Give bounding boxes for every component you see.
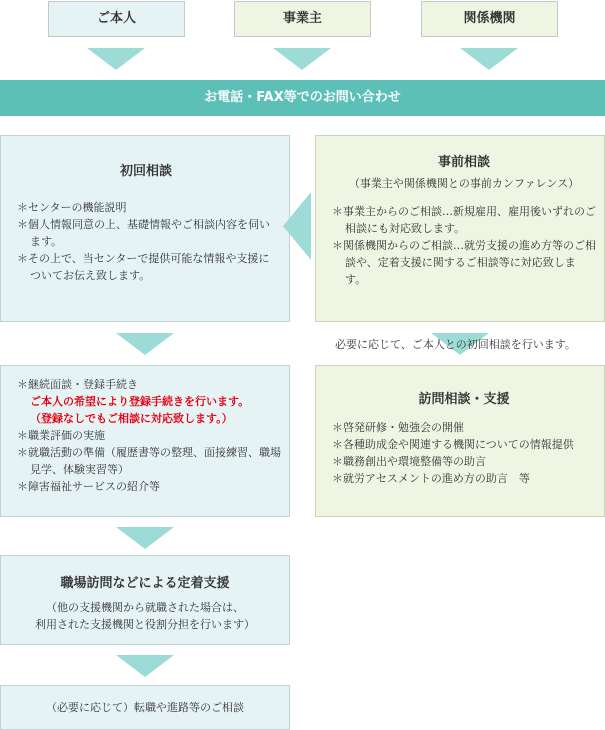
prior-consultation-subtitle: （事業主や関係機関との事前カンファレンス） bbox=[348, 177, 580, 190]
prior-consultation-title: 事前相談 bbox=[437, 155, 490, 170]
retention-support-title: 職場訪問などによる定着支援 bbox=[60, 576, 230, 591]
list-item: ＊就職活動の準備（履歴書等の整理、面接練習、職場見学、体験実習等） bbox=[17, 446, 281, 476]
source-self bbox=[48, 1, 185, 37]
prior-consultation-box bbox=[315, 135, 605, 322]
source-agency bbox=[421, 1, 558, 37]
contact-banner-text: お電話・FAX等でのお問い合わせ bbox=[204, 90, 401, 105]
source-self-label: ご本人 bbox=[96, 11, 136, 26]
visit-support-list bbox=[332, 419, 596, 487]
source-employer-label: 事業主 bbox=[282, 11, 322, 26]
list-item: ＊職業評価の実施 bbox=[17, 429, 105, 442]
list-item: ＊センターの機能説明 bbox=[17, 201, 127, 214]
visit-support-title: 訪問相談・支援 bbox=[418, 392, 510, 407]
list-item: ＊関係機関からのご相談…就労支援の進め方等のご相談や、定着支援に関するご相談等に対応致します。 bbox=[332, 239, 596, 286]
source-agency-label: 関係機関 bbox=[463, 11, 516, 26]
prior-consultation-list bbox=[332, 203, 596, 288]
list-item: ＊その上で、当センターで提供可能な情報や支援についてお伝え致します。 bbox=[17, 252, 270, 282]
arrow-left-icon bbox=[283, 192, 311, 260]
initial-consultation-box bbox=[0, 135, 290, 322]
final-consultation-text: （必要に応じて）転職や進路等のご相談 bbox=[46, 701, 244, 714]
arrow-down-icon bbox=[116, 333, 174, 355]
initial-consultation-title: 初回相談 bbox=[119, 164, 172, 179]
list-item: ＊個人情報同意の上、基礎情報やご相談内容を伺います。 bbox=[17, 218, 270, 248]
continuation-box bbox=[0, 365, 290, 517]
contact-banner bbox=[0, 80, 605, 116]
retention-support-line2: 利用された支援機関と役割分担を行います） bbox=[35, 618, 255, 631]
continuation-list bbox=[17, 376, 281, 393]
arrow-down-icon bbox=[116, 527, 174, 549]
retention-support-box bbox=[0, 555, 290, 645]
registration-note: ご本人の希望により登録手続きを行います。 bbox=[30, 395, 250, 408]
initial-consultation-note: 必要に応じて、ご本人との初回相談を行います。 bbox=[335, 338, 576, 351]
arrow-down-icon bbox=[460, 48, 518, 70]
arrow-down-icon bbox=[87, 48, 145, 70]
continuation-list-more bbox=[17, 427, 281, 495]
arrow-down-icon bbox=[273, 48, 331, 70]
list-item: ＊啓発研修・勉強会の開催 bbox=[332, 421, 464, 434]
registration-optional-note: （登録なしでもご相談に対応致します。） bbox=[30, 412, 233, 425]
final-consultation-box bbox=[0, 685, 290, 730]
initial-consultation-list bbox=[17, 199, 275, 284]
list-item: ＊職務創出や環境整備等の助言 bbox=[332, 455, 486, 468]
list-item: ＊事業主からのご相談…新規雇用、雇用後いずれのご相談にも対応致します。 bbox=[332, 205, 596, 235]
visit-support-box bbox=[315, 365, 605, 517]
list-item: ＊就労アセスメントの進め方の助言 等 bbox=[332, 472, 530, 485]
list-item: ＊障害福祉サービスの紹介等 bbox=[17, 480, 160, 493]
list-item: ＊各種助成金や関連する機関についての情報提供 bbox=[332, 438, 574, 451]
list-item: ＊継続面談・登録手続き bbox=[17, 378, 138, 391]
retention-support-line1: （他の支援機関から就職された場合は、 bbox=[46, 601, 244, 614]
arrow-down-icon bbox=[116, 655, 174, 677]
source-employer bbox=[234, 1, 371, 37]
